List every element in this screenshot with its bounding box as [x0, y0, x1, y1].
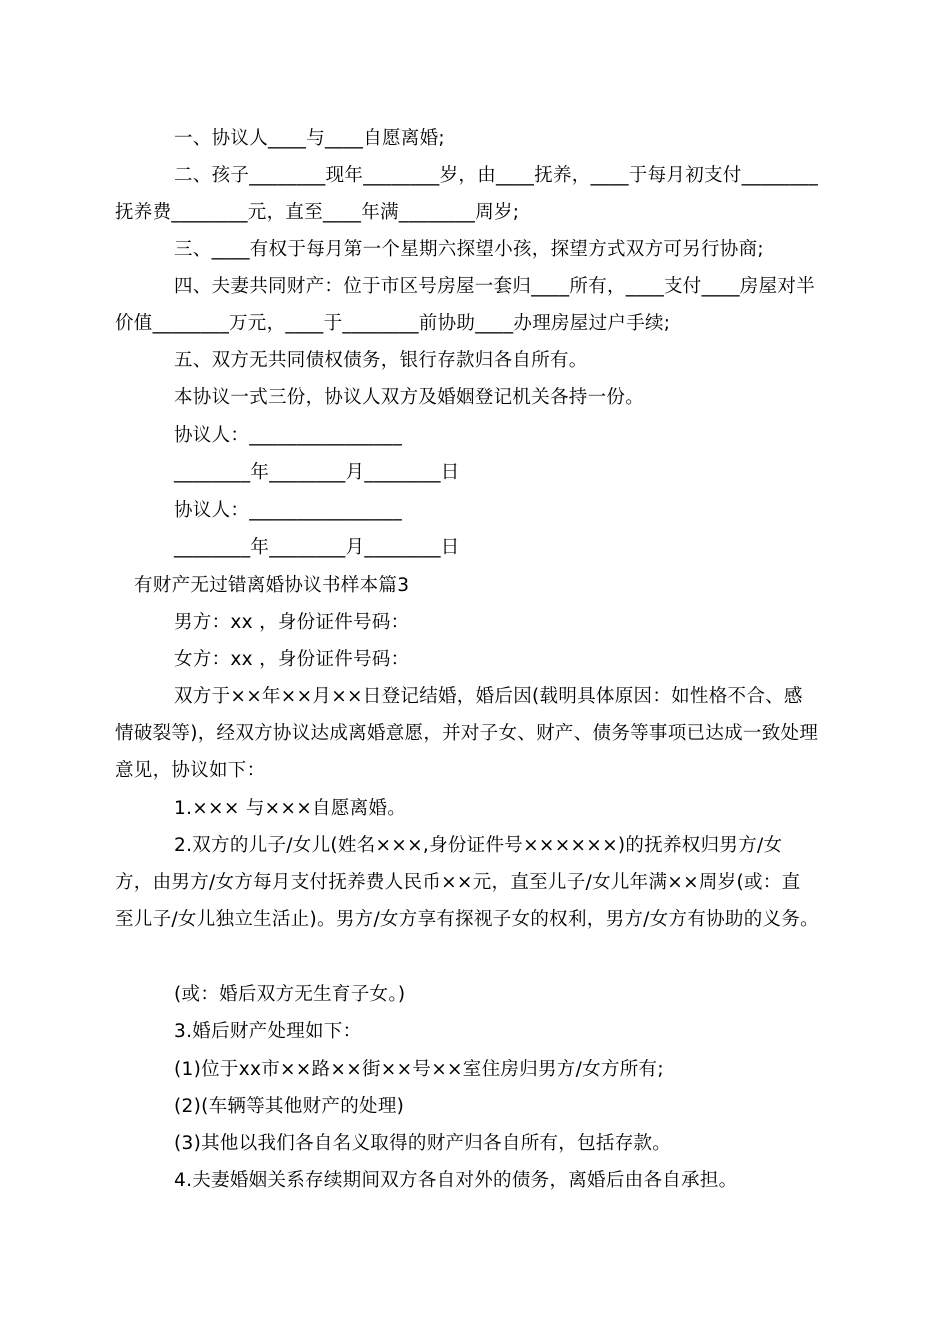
item-2-line-3: 至儿子/女儿独立生活止)。男方/女方享有探视子女的权利，男方/女方有协助的义务。 — [115, 909, 819, 930]
clause-2-line-2: 抚养费________元，直至____年满________周岁; — [115, 202, 520, 223]
item-3-2: (2)(车辆等其他财产的处理) — [174, 1096, 405, 1117]
item-3: 3.婚后财产处理如下： — [174, 1021, 362, 1042]
clause-1: 一、协议人____与____自愿离婚; — [174, 128, 445, 149]
item-4: 4.夫妻婚姻关系存续期间双方各自对外的债务，离婚后由各自承担。 — [174, 1170, 738, 1191]
signatory-2: 协议人：________________ — [174, 500, 403, 521]
preamble-line-1: 双方于××年××月××日登记结婚，婚后因(载明具体原因：如性格不合、感 — [174, 686, 803, 707]
male-party: 男方：xx ，身份证件号码： — [174, 612, 410, 633]
clause-2-line-1: 二、孩子________现年________岁，由____抚养，____于每月初支付________ — [174, 165, 819, 186]
clause-4-line-2: 价值________万元，____于________前协助____办理房屋过户手续; — [115, 313, 671, 334]
clause-3: 三、____有权于每月第一个星期六探望小孩，探望方式双方可另行协商; — [174, 239, 764, 260]
item-2-line-2: 方，由男方/女方每月支付抚养费人民币××元，直至儿子/女儿年满××周岁(或：直 — [115, 872, 801, 893]
female-party: 女方：xx ，身份证件号码： — [174, 649, 410, 670]
preamble-line-2: 情破裂等)，经双方协议达成离婚意愿，并对子女、财产、债务等事项已达成一致处理 — [115, 723, 819, 744]
section-title: 有财产无过错离婚协议书样本篇3 — [134, 575, 410, 596]
signatory-1: 协议人：________________ — [174, 425, 403, 446]
preamble-line-3: 意见，协议如下： — [115, 760, 266, 781]
clause-4-line-1: 四、夫妻共同财产：位于市区号房屋一套归____所有，____支付____房屋对半 — [174, 276, 816, 297]
item-2-line-1: 2.双方的儿子/女儿(姓名×××,身份证件号××××××)的抚养权归男方/女 — [174, 835, 783, 856]
date-line-1: ________年________月________日 — [174, 462, 460, 483]
copies-note: 本协议一式三份，协议人双方及婚姻登记机关各持一份。 — [174, 387, 645, 408]
item-2-alt: (或：婚后双方无生育子女。) — [174, 984, 406, 1005]
clause-5: 五、双方无共同债权债务，银行存款归各自所有。 — [174, 350, 588, 371]
item-3-3: (3)其他以我们各自名义取得的财产归各自所有，包括存款。 — [174, 1133, 672, 1154]
item-1: 1.××× 与×××自愿离婚。 — [174, 798, 407, 819]
date-line-2: ________年________月________日 — [174, 537, 460, 558]
item-3-1: (1)位于xx市××路××街××号××室住房归男方/女方所有; — [174, 1059, 664, 1080]
